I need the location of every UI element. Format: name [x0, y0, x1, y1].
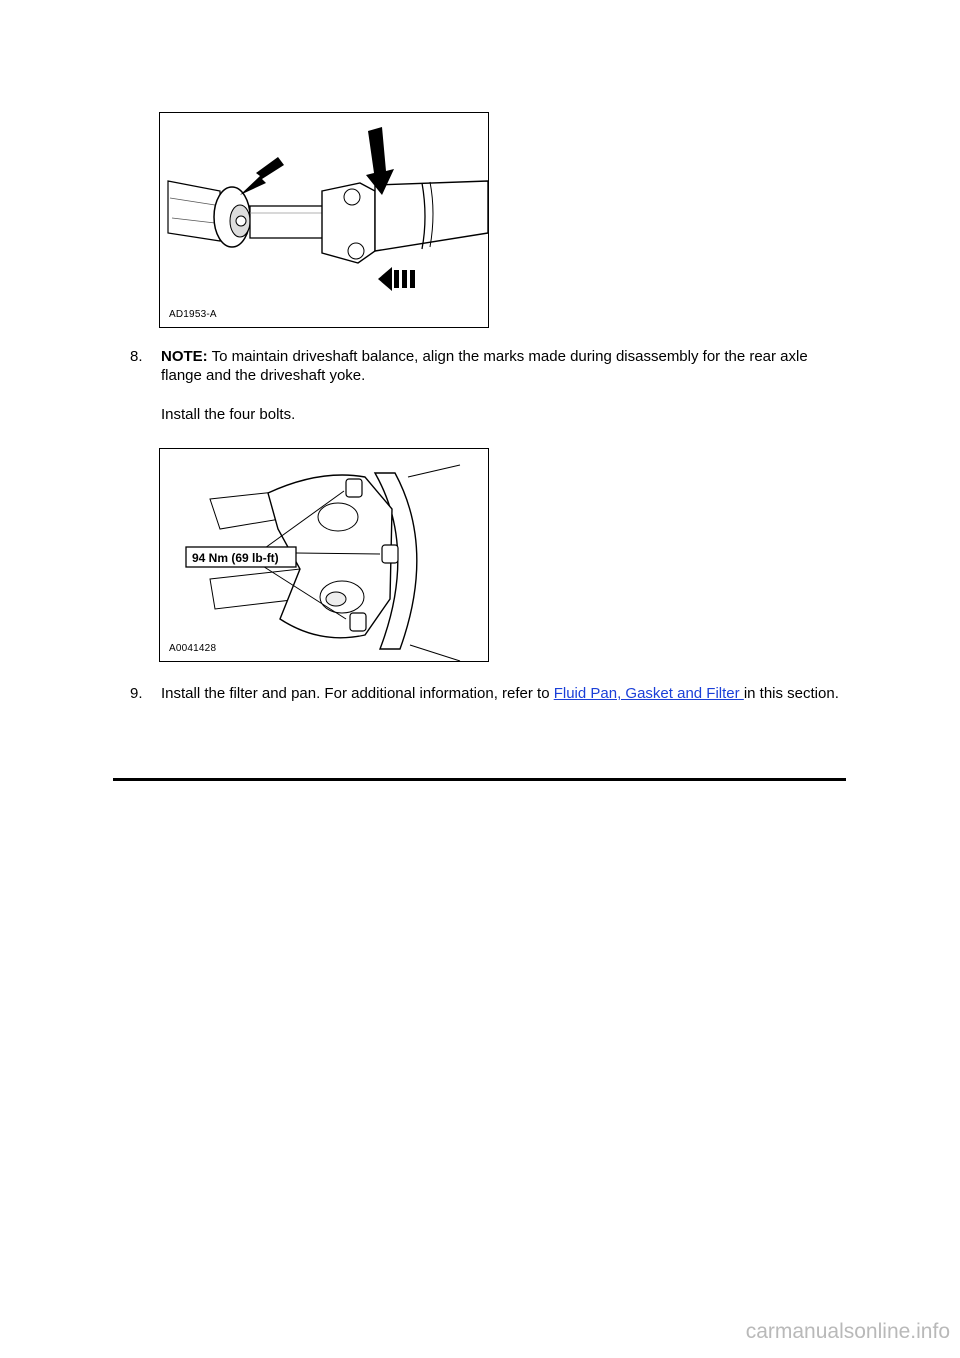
note-text: To maintain driveshaft balance, align the marks made during disassembly for the rear axle flange and the driveshaft yoke.: [161, 348, 808, 384]
torque-spec-label: 94 Nm (69 lb-ft): [192, 551, 279, 565]
watermark: carmanualsonline.info: [745, 1320, 950, 1343]
note-label: NOTE:: [161, 348, 208, 365]
step-8-note: [161, 347, 841, 385]
step-9-text-before: Install the filter and pan. For additional information, refer to: [161, 685, 554, 702]
section-divider: [113, 778, 846, 781]
flange-bolts-illustration: [160, 449, 488, 661]
step-number-9: 9.: [130, 685, 143, 702]
step-number-8: 8.: [130, 348, 143, 365]
step-9-text-after: in this section.: [743, 685, 839, 702]
step-9-text: [161, 684, 841, 703]
figure-code: A0041428: [169, 643, 217, 654]
figure-axle-flange-bolts: [159, 448, 489, 662]
figure-code: AD1953-A: [169, 309, 217, 320]
fluid-pan-link[interactable]: Fluid Pan, Gasket and Filter: [553, 685, 744, 702]
step-8-instruction: Install the four bolts.: [161, 406, 296, 423]
figure-driveshaft-flange: [159, 112, 489, 328]
driveshaft-illustration: [160, 113, 488, 327]
